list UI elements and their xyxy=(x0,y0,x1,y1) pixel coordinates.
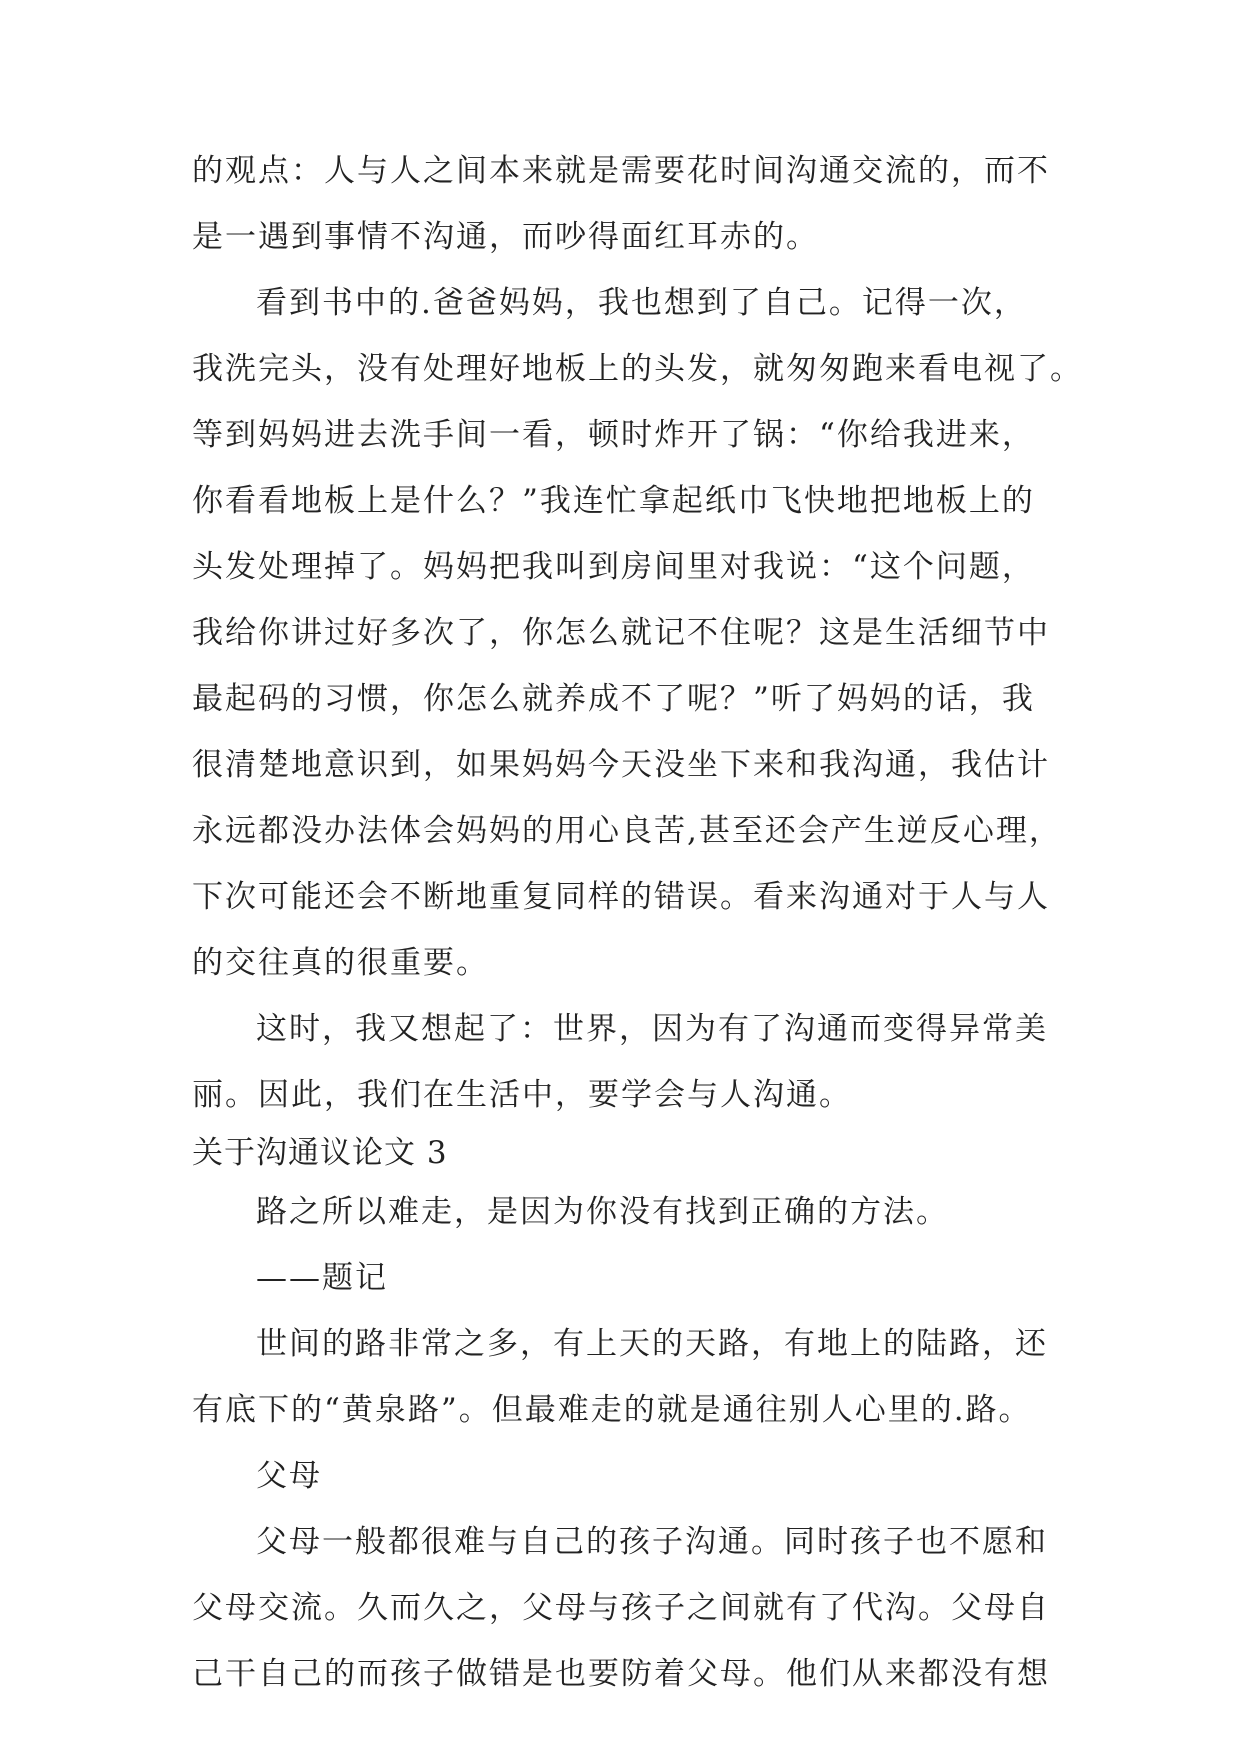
text-line: 世间的路非常之多，有上天的天路，有地上的陆路，还 xyxy=(256,1326,1048,1362)
text-line: 的交往真的很重要。 xyxy=(192,945,489,981)
text-line: 有底下的“黄泉路”。但最难走的就是通往别人心里的.路。 xyxy=(192,1392,1032,1428)
text-line: 很清楚地意识到，如果妈妈今天没坐下来和我沟通，我估计 xyxy=(192,747,1050,783)
text-line: 己干自己的而孩子做错是也要防着父母。他们从来都没有想 xyxy=(192,1656,1050,1692)
text-line: 这时，我又想起了：世界，因为有了沟通而变得异常美 xyxy=(256,1011,1048,1047)
text-line: 你看看地板上是什么？”我连忙拿起纸巾飞快地把地板上的 xyxy=(192,483,1035,519)
text-line: 父母一般都很难与自己的孩子沟通。同时孩子也不愿和 xyxy=(256,1524,1048,1560)
text-line: 的观点：人与人之间本来就是需要花时间沟通交流的，而不 xyxy=(192,153,1050,189)
text-line: 父母交流。久而久之，父母与孩子之间就有了代沟。父母自 xyxy=(192,1590,1050,1626)
text-line: 头发处理掉了。妈妈把我叫到房间里对我说：“这个问题， xyxy=(192,549,1035,585)
epigraph-attribution: ——题记 xyxy=(256,1260,388,1296)
text-line: 我洗完头，没有处理好地板上的头发，就匆匆跑来看电视了。 xyxy=(192,351,1083,387)
section-heading: 关于沟通议论文 3 xyxy=(192,1135,448,1171)
text-line: 路之所以难走，是因为你没有找到正确的方法。 xyxy=(256,1194,949,1230)
text-line: 丽。因此，我们在生活中，要学会与人沟通。 xyxy=(192,1077,852,1113)
subheading: 父母 xyxy=(256,1458,322,1494)
text-line: 最起码的习惯，你怎么就养成不了呢？”听了妈妈的话，我 xyxy=(192,681,1035,717)
text-line: 看到书中的.爸爸妈妈，我也想到了自己。记得一次， xyxy=(256,285,1027,321)
text-line: 是一遇到事情不沟通，而吵得面红耳赤的。 xyxy=(192,219,819,255)
text-line: 永远都没办法体会妈妈的用心良苦,甚至还会产生逆反心理， xyxy=(192,813,1062,849)
text-line: 下次可能还会不断地重复同样的错误。看来沟通对于人与人 xyxy=(192,879,1050,915)
text-line: 等到妈妈进去洗手间一看，顿时炸开了锅：“你给我进来， xyxy=(192,417,1035,453)
text-line: 我给你讲过好多次了，你怎么就记不住呢？这是生活细节中 xyxy=(192,615,1050,651)
